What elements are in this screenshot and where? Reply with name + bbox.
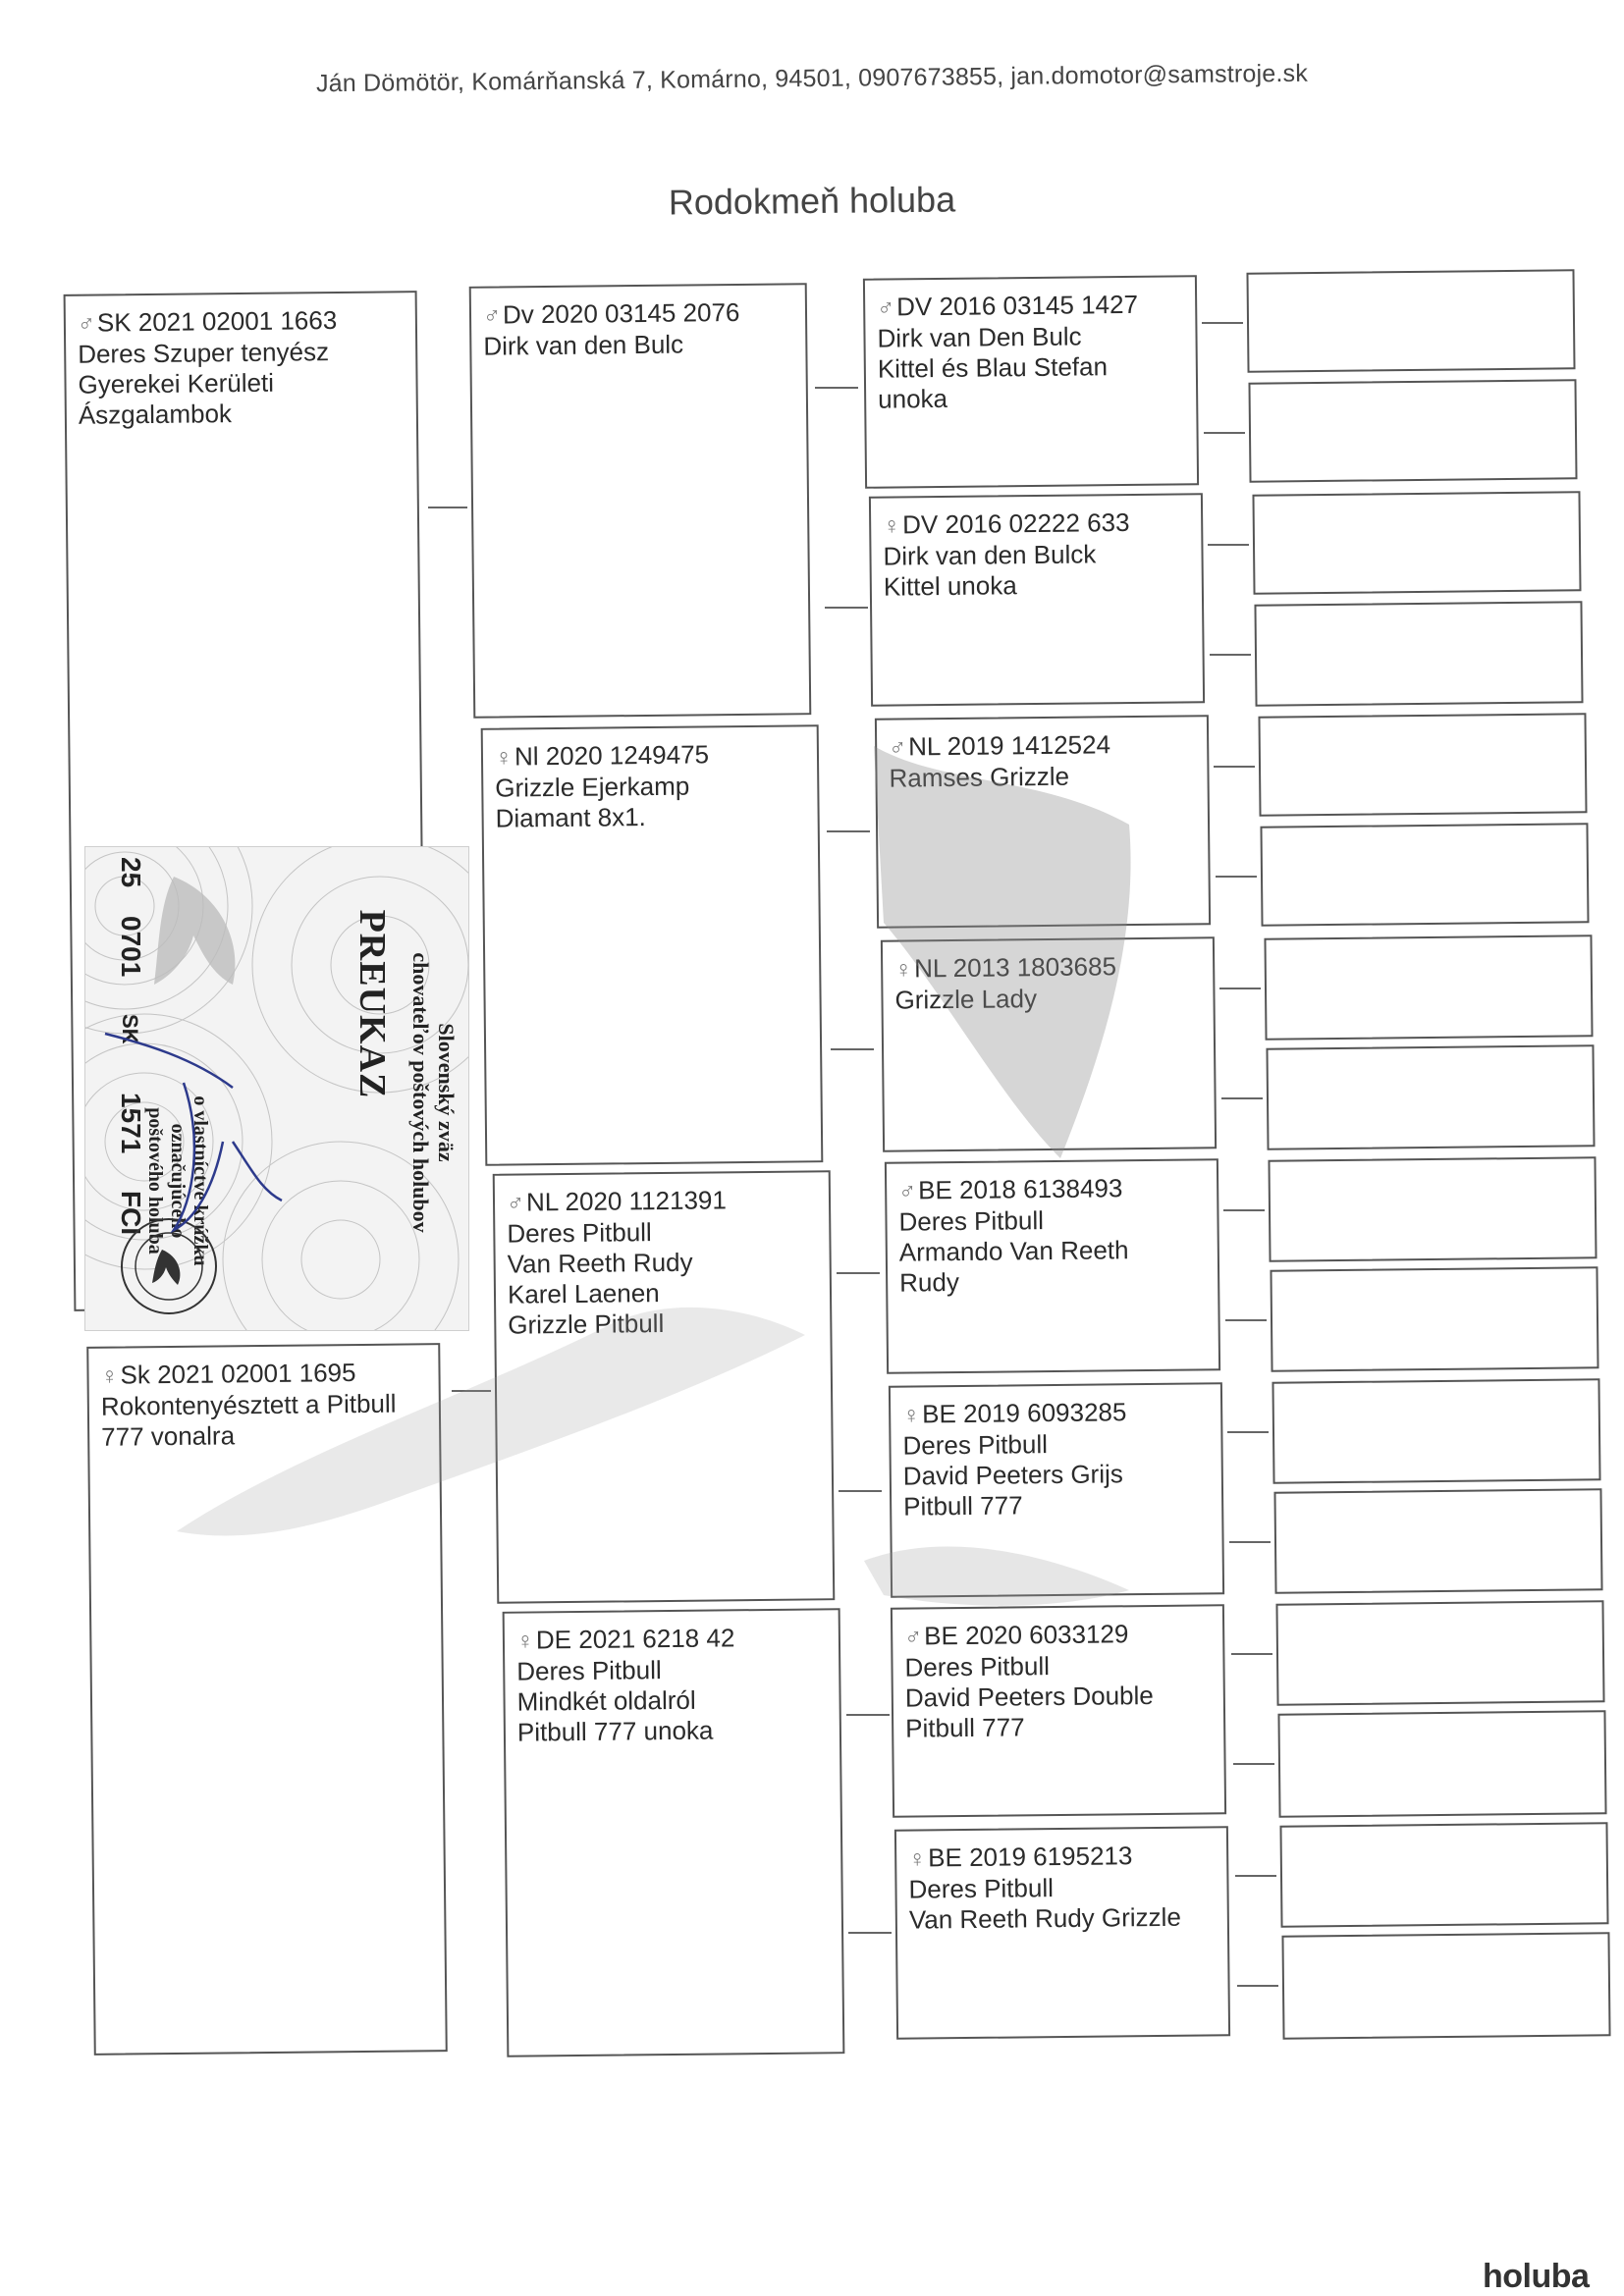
connector bbox=[1227, 1431, 1269, 1433]
pigeon-note: Diamant 8x1. bbox=[495, 802, 646, 833]
connector bbox=[1233, 1763, 1274, 1765]
pigeon-note: Gyerekei Kerületi bbox=[78, 367, 275, 400]
pigeon-note: Grizzle Pitbull bbox=[508, 1308, 665, 1340]
pigeon-note: Karel Laenen bbox=[507, 1278, 660, 1309]
pigeon-note: Pitbull 777 bbox=[903, 1490, 1023, 1522]
ring-number: Dv 2020 03145 2076 bbox=[502, 296, 740, 330]
pedigree-box-g4-1 bbox=[1246, 269, 1575, 372]
signature-scribble bbox=[85, 847, 468, 1330]
connector bbox=[846, 1714, 890, 1716]
connector bbox=[1210, 654, 1251, 656]
pedigree-box-g4-12 bbox=[1273, 1488, 1602, 1593]
connector bbox=[825, 607, 868, 609]
pigeon-note: Pitbull 777 bbox=[905, 1712, 1025, 1743]
pedigree-box-g4-5 bbox=[1258, 713, 1587, 816]
connector bbox=[1235, 1875, 1276, 1877]
pedigree-box-g4-16 bbox=[1281, 1932, 1610, 2039]
pigeon-note: 777 vonalra bbox=[101, 1420, 236, 1452]
pedigree-box-g3-4 bbox=[881, 936, 1217, 1152]
male-icon: ♂ bbox=[506, 1190, 525, 1217]
connector bbox=[815, 387, 858, 389]
ring-number: BE 2018 6138493 bbox=[918, 1173, 1123, 1205]
male-icon: ♂ bbox=[482, 302, 502, 330]
pedigree-box-g4-6 bbox=[1260, 823, 1589, 926]
ring-country: SK bbox=[118, 1014, 142, 1044]
pedigree-box-g4-10 bbox=[1270, 1266, 1598, 1371]
ring-number: SK 2021 02001 1663 bbox=[96, 304, 338, 338]
connector bbox=[428, 507, 467, 508]
connector bbox=[1202, 322, 1243, 324]
pedigree-box-g4-2 bbox=[1248, 379, 1577, 482]
male-icon: ♂ bbox=[877, 294, 895, 322]
pigeon-note: David Peeters Double bbox=[904, 1680, 1154, 1713]
pedigree-box-sire-dam bbox=[481, 724, 824, 1166]
female-icon: ♀ bbox=[100, 1362, 119, 1390]
pedigree-box-g4-14 bbox=[1277, 1710, 1606, 1817]
connector bbox=[1208, 544, 1249, 546]
ring-number: BE 2020 6033129 bbox=[924, 1619, 1129, 1651]
connector bbox=[839, 1490, 882, 1492]
connector bbox=[1219, 988, 1261, 989]
pedigree-box-g3-2 bbox=[869, 493, 1205, 707]
ring-number: BE 2019 6195213 bbox=[928, 1841, 1133, 1873]
connector bbox=[827, 830, 870, 832]
pigeon-name: Deres Pitbull bbox=[904, 1651, 1051, 1682]
pedigree-box-g4-7 bbox=[1264, 934, 1593, 1040]
header-contact: Ján Dömötör, Komárňanská 7, Komárno, 94501, 0907673855, jan.domotor@samstroje.sk bbox=[315, 59, 1309, 98]
ring-number: NL 2013 1803685 bbox=[914, 951, 1117, 984]
pigeon-note: Van Reeth Rudy Grizzle bbox=[908, 1901, 1181, 1935]
connector bbox=[1237, 1985, 1278, 1987]
ring-number: BE 2019 6093285 bbox=[922, 1397, 1127, 1429]
pigeon-name: Ramses Grizzle bbox=[889, 761, 1070, 793]
ring-number: DV 2016 03145 1427 bbox=[896, 289, 1139, 322]
connector bbox=[831, 1048, 874, 1050]
pedigree-box-g4-8 bbox=[1266, 1044, 1595, 1149]
pigeon-name: Dirk van den Bulc bbox=[483, 329, 684, 361]
ring-number: DE 2021 6218 42 bbox=[535, 1623, 735, 1655]
connector bbox=[1221, 1097, 1263, 1099]
pedigree-box-g4-4 bbox=[1254, 601, 1583, 706]
footer-logo: holuba bbox=[1483, 2258, 1590, 2295]
preukaz-card bbox=[84, 846, 469, 1331]
card-title: PREUKAZ bbox=[352, 909, 393, 1099]
female-icon: ♀ bbox=[515, 1628, 535, 1655]
connector bbox=[1223, 1209, 1265, 1211]
connector bbox=[848, 1932, 892, 1934]
ring-fci: FCI bbox=[116, 1191, 146, 1236]
pigeon-name: Deres Pitbull bbox=[908, 1873, 1055, 1904]
pedigree-box-g4-15 bbox=[1279, 1822, 1608, 1927]
pedigree-box-g4-9 bbox=[1268, 1156, 1597, 1261]
card-organization: Slovenský zväz chovateľov poštových holubov bbox=[408, 952, 459, 1233]
pedigree-box-sire-sire bbox=[469, 283, 812, 719]
pedigree-box-dam-dam bbox=[503, 1608, 845, 2057]
male-icon: ♂ bbox=[889, 734, 907, 762]
connector bbox=[1214, 766, 1255, 768]
pedigree-box-g4-11 bbox=[1272, 1378, 1600, 1483]
pigeon-note: Mindkét oldalról bbox=[516, 1684, 696, 1717]
page-title: Rodokmeň holuba bbox=[668, 179, 956, 223]
pigeon-note: David Peeters Grijs bbox=[902, 1459, 1123, 1491]
ring-number: Nl 2020 1249475 bbox=[514, 739, 710, 772]
pigeon-note: unoka bbox=[878, 383, 948, 414]
pigeon-name: Deres Pitbull bbox=[902, 1429, 1049, 1461]
ring-serial: 1571 bbox=[116, 1093, 146, 1154]
ring-number: NL 2019 1412524 bbox=[908, 729, 1111, 762]
pigeon-name: Deres Pitbull bbox=[516, 1655, 662, 1686]
pigeon-note: Armando Van Reeth bbox=[898, 1235, 1129, 1267]
pedigree-box-g3-5 bbox=[885, 1158, 1220, 1374]
connector bbox=[1225, 1319, 1267, 1321]
ring-org: 0701 bbox=[116, 916, 146, 978]
female-icon: ♀ bbox=[894, 956, 913, 984]
pedigree-box-g3-8 bbox=[894, 1826, 1230, 2040]
pigeon-note: Kittel és Blau Stefan bbox=[877, 351, 1109, 384]
pigeon-name: Dirk van den Bulck bbox=[883, 539, 1097, 571]
connector bbox=[1204, 432, 1245, 434]
pedigree-box-g4-13 bbox=[1275, 1600, 1604, 1705]
pigeon-name: Deres Szuper tenyész bbox=[78, 337, 330, 369]
pigeon-name: Rokontenyésztett a Pitbull bbox=[100, 1388, 397, 1421]
pigeon-note: Kittel unoka bbox=[883, 570, 1017, 602]
pigeon-name: Deres Pitbull bbox=[507, 1217, 652, 1249]
pedigree-box-g4-3 bbox=[1252, 491, 1581, 594]
pigeon-name: Dirk van Den Bulc bbox=[877, 321, 1082, 353]
connector bbox=[1231, 1653, 1272, 1655]
male-icon: ♂ bbox=[898, 1178, 917, 1205]
female-icon: ♀ bbox=[902, 1402, 921, 1429]
card-subtitle: o vlastníctve krúžku označujúceho poštového holuba bbox=[144, 1095, 211, 1266]
pedigree-box-dam bbox=[86, 1343, 448, 2056]
female-icon: ♀ bbox=[883, 512, 901, 540]
female-icon: ♀ bbox=[494, 744, 514, 772]
connector bbox=[837, 1272, 880, 1274]
ring-number: Sk 2021 02001 1695 bbox=[120, 1358, 356, 1390]
connector bbox=[452, 1390, 491, 1392]
ring-number: NL 2020 1121391 bbox=[525, 1185, 728, 1217]
pedigree-box-g3-7 bbox=[891, 1604, 1226, 1818]
male-icon: ♂ bbox=[904, 1624, 923, 1651]
pigeon-name: Grizzle Ejerkamp bbox=[495, 771, 690, 803]
ring-year: 25 bbox=[116, 857, 146, 888]
male-icon: ♂ bbox=[77, 310, 96, 338]
pigeon-name: Deres Pitbull bbox=[898, 1205, 1045, 1237]
ring-number: DV 2016 02222 633 bbox=[902, 507, 1130, 540]
pedigree-box-g3-3 bbox=[875, 715, 1211, 929]
connector bbox=[1229, 1541, 1271, 1543]
pedigree-box-dam-sire bbox=[493, 1170, 836, 1604]
pedigree-box-g3-1 bbox=[863, 275, 1199, 489]
female-icon: ♀ bbox=[908, 1845, 927, 1873]
pedigree-box-g3-6 bbox=[889, 1382, 1224, 1598]
pigeon-note: Rudy bbox=[899, 1266, 960, 1298]
pigeon-note: Van Reeth Rudy bbox=[507, 1247, 693, 1279]
pigeon-note: Pitbull 777 unoka bbox=[516, 1715, 714, 1747]
pigeon-name: Grizzle Lady bbox=[894, 984, 1038, 1015]
pigeon-note: Ászgalambok bbox=[78, 399, 233, 430]
connector bbox=[1216, 876, 1257, 878]
